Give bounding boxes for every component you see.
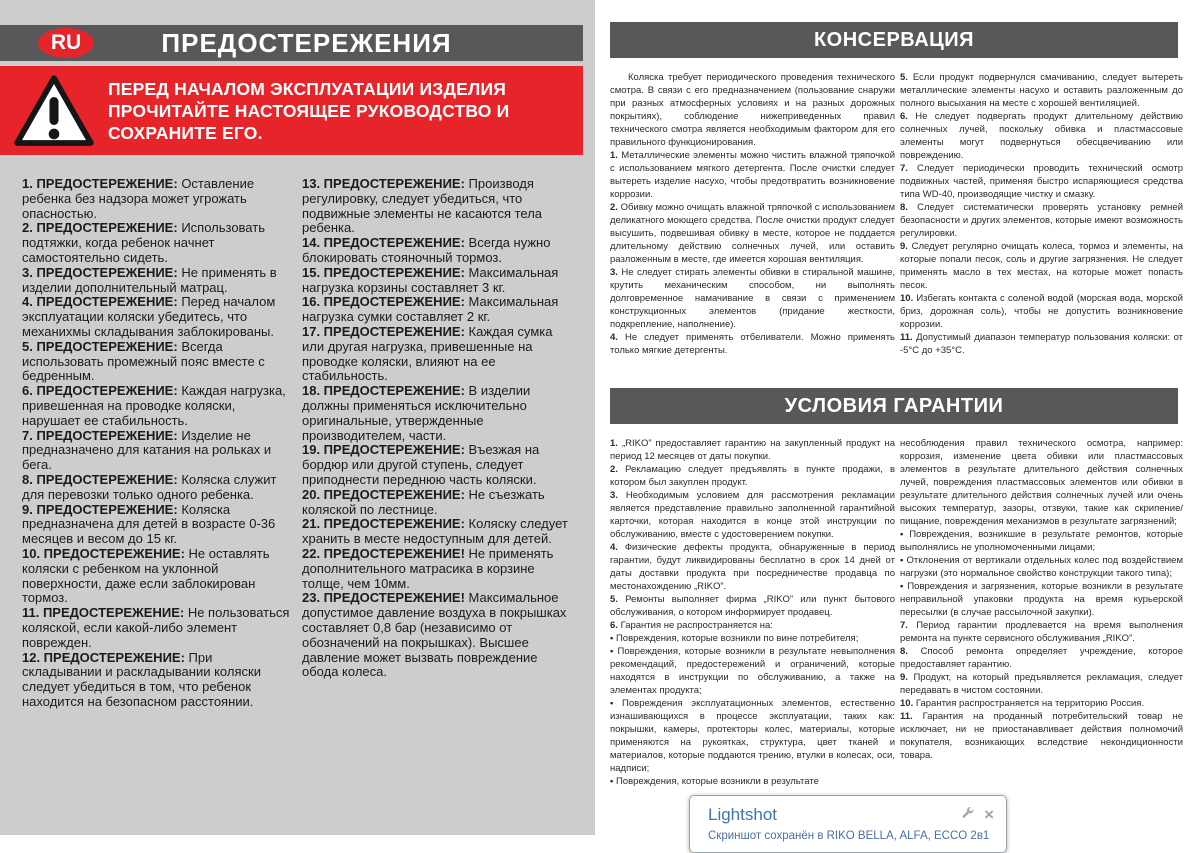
warranty-column-1 [610,437,895,788]
maintenance-item: 4. Не следует применять отбеливатели. Можно применять только мягкие детергенты. [610,332,895,356]
warranty-item: 3. Необходимым условием для рассмотрения рекламации является представление правильно заполненной гарантийной карточки, которая находится в конце этой инструкции по обслуживанию, вместе с удостоверением покупки. [610,490,896,540]
warranty-item: • Отклонения от вертикали отдельных колес под воздействием нагрузки (это нормальное свойство конструкции такого типа); [900,555,1184,579]
warning-item: 22. ПРЕДОСТЕРЕЖЕНИЕ! Не применять дополнительного матрасика в корзине толще, чем 10мм. [302,545,554,591]
warning-triangle-icon [0,74,108,148]
maintenance-item: 10. Избегать контакта с соленой водой (морская вода, морской бриз, дорожная соль), чтобы не допустить возникновение коррозии. [900,293,1183,330]
warranty-item: • Повреждения, которые возникли в результате [610,776,819,787]
warning-item: 15. ПРЕДОСТЕРЕЖЕНИЕ: Максимальная нагрузка корзины составляет 3 кг. [302,264,559,295]
maintenance-title: КОНСЕРВАЦИЯ [813,28,975,51]
warranty-item: • Повреждения, которые возникли в результате невыполнения рекомендаций, предостережений и ограничений, которые находятся в инструкции по обслуживанию, а также на элементах продукта; [610,646,896,696]
warning-item: 19. ПРЕДОСТЕРЕЖЕНИЕ: Въезжая на бордюр или другой ступень, следует приподнести переднюю часть коляски. [302,442,540,487]
warranty-item: 5. Ремонты выполняет фирма „RIKO” или пункт бытового обслуживания, о котором информирует продавец. [610,594,896,618]
warning-item: 13. ПРЕДОСТЕРЕЖЕНИЕ: Производя регулировку, следует убедиться, что подвижные элементы не касаются тела ребенка. [302,176,543,236]
warranty-title-bar [610,388,1178,424]
settings-wrench-icon[interactable] [961,806,974,824]
banner-line: ПРОЧИТАЙТЕ НАСТОЯЩЕЕ РУКОВОДСТВО И [108,100,510,121]
warning-item: 12. ПРЕДОСТЕРЕЖЕНИЕ: При складывании и раскладывании коляски следует убедиться в том, что ребенок находится на безопасном расстоянии. [22,649,261,709]
maintenance-item: 9. Следует регулярно очищать колеса, тормоз и элементы, на которые попали песок, соль и другие загрязнения. Не следует применять масло в тех местах, на которые может попасть песок. [900,241,1184,291]
warning-item: 8. ПРЕДОСТЕРЕЖЕНИЕ: Коляска служит для перевозки только одного ребенка. [22,471,277,502]
warning-item: 11. ПРЕДОСТЕРЕЖЕНИЕ: Не пользоваться коляской, если какой-либо элемент поврежден. [22,605,290,650]
warning-item: 9. ПРЕДОСТЕРЕЖЕНИЕ: Коляска предназначена для детей в возрасте 0-36 месяцев и весом до 15 кг. [22,501,276,547]
warnings-column-1 [22,177,294,710]
warranty-item: 4. Физические дефекты продукта, обнаруженные в период гарантии, будут ликвидированы бесплатно в срок 14 дней от даты доставки продукта при посредничестве продавца по местонахождению „RIKO”. [610,542,895,592]
warning-item: 1. ПРЕДОСТЕРЕЖЕНИЕ: Оставление ребенка без надзора может угрожать опасностью. [22,176,255,221]
warranty-column-2 [900,437,1183,762]
warning-item: 4. ПРЕДОСТЕРЕЖЕНИЕ: Перед началом эксплуатации коляски убедитесь, что механихмы складывания заблокированы. [22,294,276,339]
warranty-item: 1. „RIKO” предоставляет гарантию на закупленный продукт на период 12 месяцев от даты покупки. [610,438,895,462]
warning-item: 10. ПРЕДОСТЕРЕЖЕНИЕ: Не оставлять коляски с ребенком на уклонной поверхности, даже если заблокирован тормоз. [22,545,270,606]
maintenance-item: 6. Не следует подвергать продукт длительному действию солнечных лучей, поскольку обивка и пластмассовые элементы могут подвернуться обесцвечиванию или повреждению. [900,111,1183,161]
maintenance-item: 8. Следует систематически проверять установку ремней безопасности и других элементов, которые имеют возможность регулировки. [900,202,1184,239]
warranty-item: • Повреждения эксплуатационных элементов, естественно изнашивающихся в процессе эксплуатации, таких как: покрышки, камеры, протекторы колес, материалы, которые применяются на рукоятках, структура, цвет тканей и материалов, которые поддаются трению, втулки в колесах, оси, надписи; [610,698,895,774]
warnings-page [0,0,595,835]
warnings-header-bar [0,25,583,61]
warranty-item: • Повреждения, которые возникли по вине потребителя; [610,633,859,644]
warranty-item: 9. Продукт, на который предъявляется рекламация, следует передавать в чистом состоянии. [900,672,1184,696]
read-manual-text [108,78,509,144]
warranty-item: 10. Гарантия распространяется на территорию Россия. [900,698,1145,709]
lightshot-message[interactable]: Скриншот сохранён в RIKO BELLA, ALFA, ECCO 2в1 [708,830,990,842]
warranty-item: 11. Гарантия на проданный потребительский товар не исключает, ни не приостанавливает действия полномочий покупателя, возникающих вследствие некондиционности товара. [900,711,1184,761]
warnings-column-2 [302,177,574,680]
warranty-item: • Повреждения и загрязнения, которые возникли в результате неправильной упаковки продукта на время курьерской пересылки (в случае рассылочной закупки). [900,581,1184,618]
maintenance-intro: Коляска требует периодического проведения технического смотра. В связи с его предназначением (пользование снаружи при разных атмосферных условиях и на разных дорожных покрытиях), соблюдение нижеприведенных правил технического смотра является необходимым фактором для его правильного функционирования. [610,72,895,148]
close-icon[interactable]: × [984,805,994,824]
warning-item: 3. ПРЕДОСТЕРЕЖЕНИЕ: Не применять в изделии дополнительный матрац. [22,264,277,295]
maintenance-items-1 [610,149,895,357]
warning-item: 23. ПРЕДОСТЕРЕЖЕНИЕ! Максимальное допустимое давление воздуха в покрышках составляет 0,8 бар (независимо от обозначений на покрышках). Высшее давление может вызвать повреждение обода колеса. [302,590,567,680]
maintenance-item: 7. Следует периодически проводить технический осмотр подвижных частей, применяя быстро испаряющиеся средства типа WD-40, производящие чистку и смазку. [900,163,1183,200]
warranty-item: 2. Рекламацию следует предъявлять в пункте продажи, в котором был закуплен продукт. [610,464,895,488]
ru-language-badge: RU [38,28,94,58]
maintenance-column-1 [610,71,895,357]
warranty-title: УСЛОВИЯ ГАРАНТИИ [784,394,1004,417]
warning-item: 18. ПРЕДОСТЕРЕЖЕНИЕ: В изделии должны применяться исключительно оригинальные, утвержденные производителем, части. [302,383,531,443]
maintenance-item: 3. Не следует стирать элементы обивки в стиральной машине, крутить механическим способом, ни выполнять долговременное намачивание в связи с применением конструкционных элементов (придание жесткости, подкрепление, наполнение). [610,267,895,330]
warning-item: 21. ПРЕДОСТЕРЕЖЕНИЕ: Коляску следует хранить в месте недоступным для детей. [302,516,568,547]
warning-item: 17. ПРЕДОСТЕРЕЖЕНИЕ: Каждая сумка или другая нагрузка, привешенные на проводке коляски, влияют на ее стабильность. [302,323,553,384]
maintenance-item: 11. Допустимый диапазон температур пользования коляски: от -5°С до +35°С. [900,332,1183,356]
maintenance-item: 2. Обивку можно очищать влажной тряпочкой с использованием деликатного моющего средства. После очистки продукт следует высушить, подвешивая обивку в месте, которое не поддается длительному действию солнечных лучей, или оставить разложенным в месте, где имеется хорошая вентиляция. [610,202,895,265]
warranty-item: • Повреждения, возникшие в результате ремонтов, которые выполнялись не уполномоченными лицами; [900,529,1183,553]
maintenance-item: 1. Металлические элементы можно чистить влажной тряпочкой с использованием мягкого детергента. После очистки следует вытереть изделие насухо, чтобы предотвратить возникновение коррозии. [610,150,896,200]
warranty-item: 7. Период гарантии продлевается на время выполнения ремонта на пункте сервисного обслуживания „RIKO”. [900,620,1183,644]
warranty-item: 6. Гарантия не распространяется на: [610,620,773,631]
warning-item: 7. ПРЕДОСТЕРЕЖЕНИЕ: Изделие не предназначено для катания на рольках и бега. [22,427,272,473]
warning-item: 5. ПРЕДОСТЕРЕЖЕНИЕ: Всегда использовать промежный пояс вместе с бедренным. [22,338,265,384]
read-manual-banner [0,66,583,155]
banner-line: ПЕРЕД НАЧАЛОМ ЭКСПЛУАТАЦИИ ИЗДЕЛИЯ [108,78,507,99]
maintenance-item: 5. Если продукт подвернулся смачиванию, следует вытереть металлические элементы насухо и оставить разложенным до полного высыхания на месте с хорошей вентиляцией. [900,72,1183,109]
lightshot-title: Lightshot [708,805,777,824]
warnings-page-title: ПРЕДОСТЕРЕЖЕНИЯ [161,27,452,58]
warranty-item: несоблюдения правил технического осмотра, например: коррозия, изменение цвета обивки или пластмассовых элементов в результате длительного действия солнечных лучей, повреждения пластмассовых элементов или обивки в результате длительного действия солнечных лучей или очень высоких температур, зазоры, отзвуки, такие как скрипение/ пищание, повреждения механизмов в результате загрязнений; [900,438,1183,527]
warning-item: 6. ПРЕДОСТЕРЕЖЕНИЕ: Каждая нагрузка, привешенная на проводке коляски, нарушает ее стабильность. [22,383,286,428]
maintenance-column-2 [900,71,1183,357]
maintenance-warranty-page [595,0,1191,842]
warning-item: 2. ПРЕДОСТЕРЕЖЕНИЕ: Использовать подтяжки, когда ребенок начнет самостоятельно сидеть. [22,220,265,265]
warning-item: 20. ПРЕДОСТЕРЕЖЕНИЕ: Не съезжать коляской по лестнице. [302,486,545,517]
banner-line: СОХРАНИТЕ ЕГО. [108,122,263,143]
warning-item: 14. ПРЕДОСТЕРЕЖЕНИЕ: Всегда нужно блокировать стояночный тормоз. [302,235,551,265]
warranty-item: 8. Способ ремонта определяет учреждение, которое предоставляет гарантию. [900,646,1183,670]
lightshot-popup [689,795,1007,853]
maintenance-title-bar [610,22,1178,58]
warning-item: 16. ПРЕДОСТЕРЕЖЕНИЕ: Максимальная нагрузка сумки составляет 2 кг. [302,294,559,325]
